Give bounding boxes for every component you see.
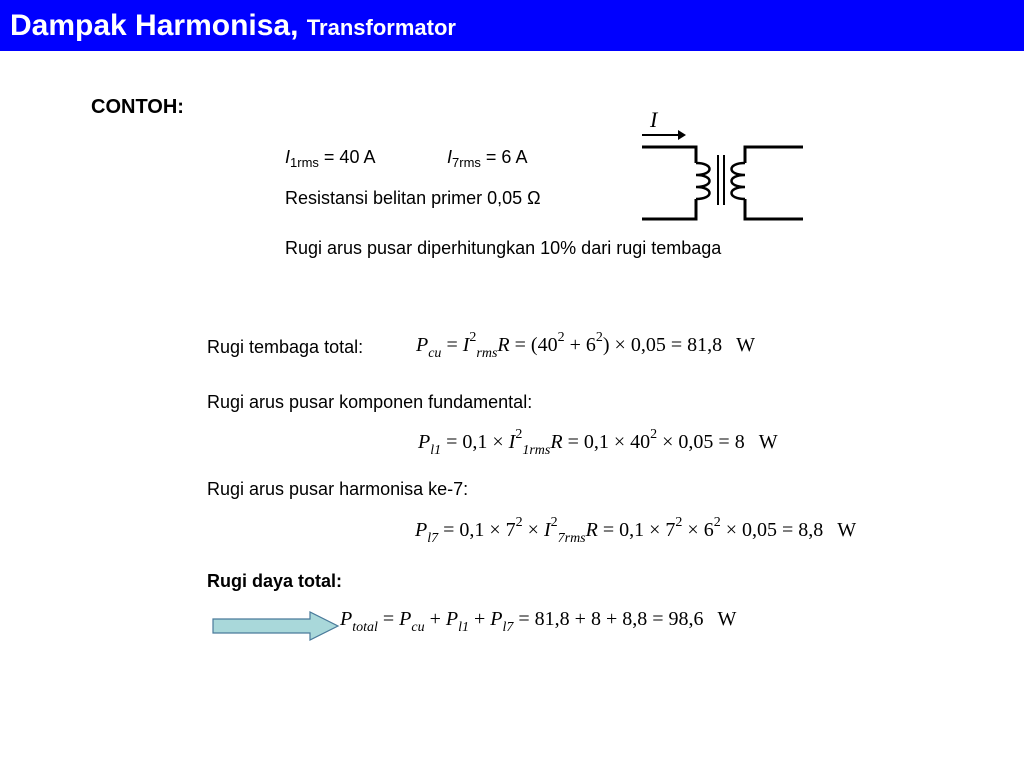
- eq-r: R: [585, 519, 598, 541]
- eq-i: I: [462, 334, 470, 356]
- transformer-diagram: [630, 105, 810, 230]
- eq-ptotal-sub: total: [352, 620, 378, 635]
- eq-t3: P: [490, 608, 503, 630]
- eq-unit: W: [717, 608, 737, 630]
- eq-h2-sup: 2: [675, 515, 683, 530]
- eq-sq1: 2: [557, 330, 565, 345]
- eq-mid: 0,1: [619, 519, 645, 541]
- eddy-h7-equation: $P_{l7} = 0,1 \times 7^2 \times I^2_{7rms}R = 0,1 \times 7^2 \times 6^2 \times 0,05 = 8,8$ W: [415, 515, 857, 546]
- eq-pcu-sub: cu: [428, 346, 442, 361]
- eq-unit: W: [758, 431, 778, 453]
- eq-result: 81,8 + 8 + 8,8 = 98,6: [534, 608, 704, 630]
- primary-top-lead: [642, 147, 696, 163]
- given-i7: [447, 147, 527, 170]
- total-label: Rugi daya total:: [207, 571, 343, 591]
- eddy-fund-label: Rugi arus pusar komponen fundamental:: [207, 392, 533, 412]
- eq-h-sup: 2: [515, 515, 523, 530]
- total-equation: $P_{total} = P_{cu} + P_{l1} + P_{l7} = 81,8 + 8 + 8,8 = 98,6$ W: [340, 608, 737, 635]
- eq-cur-sup: 2: [713, 515, 721, 530]
- total-arrow-shape: [213, 612, 338, 640]
- title-main: Dampak Harmonisa,: [10, 9, 299, 42]
- eq-i-sup: 2: [550, 515, 558, 530]
- copper-loss-label: Rugi tembaga total:: [207, 337, 364, 357]
- eq-pl7: P: [415, 519, 428, 541]
- eq-val: 40: [630, 431, 651, 453]
- current-arrow-head: [678, 130, 686, 140]
- eq-pl1-sub: l1: [430, 443, 442, 458]
- eq-mid: 0,1: [583, 431, 609, 453]
- eq-unit: W: [736, 334, 755, 356]
- title-subtitle: Transformator: [306, 15, 456, 40]
- eq-i-sup: 2: [469, 330, 477, 345]
- eq-unit: W: [837, 519, 857, 541]
- eq-t2: P: [445, 608, 459, 630]
- given-resistance: Resistansi belitan primer 0,05 Ω: [285, 188, 541, 208]
- total-arrow-icon: [212, 610, 342, 642]
- eq-result: 0,05 = 81,8: [630, 334, 723, 356]
- eq-sq2: 2: [595, 330, 603, 345]
- eq-pl1: P: [418, 431, 431, 453]
- eq-pl7-sub: l7: [427, 531, 439, 546]
- eq-r: R: [497, 334, 510, 356]
- secondary-bottom-lead: [745, 199, 803, 219]
- copper-loss-equation: $P_{cu} = I^2_{rms}R = (40^2 + 6^2) \times 0,05 = 81,8$ W: [416, 330, 755, 361]
- page-title: [10, 9, 456, 43]
- eq-i: I: [508, 431, 516, 453]
- i7-value: = 6 A: [485, 147, 528, 167]
- eq-i-sub: 7rms: [557, 531, 586, 546]
- title-bar: [0, 0, 1024, 51]
- eq-i-sub: rms: [476, 346, 498, 361]
- eq-i-sup: 2: [515, 427, 523, 442]
- eq-h: 7: [505, 519, 516, 541]
- eq-coef: 0,1: [459, 519, 485, 541]
- eq-pcu: P: [416, 334, 429, 356]
- i1-sub: 1rms: [290, 155, 319, 170]
- current-label: I: [650, 107, 658, 132]
- given-eddy-note: Rugi arus pusar diperhitungkan 10% dari rugi tembaga: [285, 238, 722, 258]
- eq-six: 6: [585, 334, 596, 356]
- eq-h2: 7: [665, 519, 676, 541]
- i7-symbol: I: [447, 147, 453, 167]
- eq-t3-sub: l7: [502, 620, 514, 635]
- primary-coil: [696, 163, 710, 199]
- eq-i-sub: 1rms: [522, 443, 551, 458]
- eq-t1: P: [399, 608, 412, 630]
- eq-coef: 0,1: [462, 431, 488, 453]
- eq-t1-sub: cu: [411, 620, 425, 635]
- eq-ptotal: P: [340, 608, 353, 630]
- contoh-label: CONTOH:: [91, 96, 184, 118]
- eq-open: (40: [530, 334, 558, 356]
- eq-close: ): [602, 334, 610, 356]
- i1-symbol: I: [285, 147, 291, 167]
- eq-result: 0,05 = 8: [678, 431, 745, 453]
- eq-i: I: [543, 519, 551, 541]
- eq-result: 0,05 = 8,8: [741, 519, 824, 541]
- primary-bottom-lead: [642, 199, 696, 219]
- secondary-coil: [732, 163, 746, 199]
- eq-val-sup: 2: [650, 427, 658, 442]
- i7-sub: 7rms: [452, 155, 481, 170]
- eddy-fund-equation: $P_{l1} = 0,1 \times I^2_{1rms}R = 0,1 \times 40^2 \times 0,05 = 8$ W: [418, 427, 778, 458]
- eddy-h7-label: Rugi arus pusar harmonisa ke-7:: [207, 479, 469, 499]
- eq-cur: 6: [703, 519, 714, 541]
- i1-value: = 40 A: [323, 147, 376, 167]
- secondary-top-lead: [745, 147, 803, 163]
- given-i1: [285, 147, 375, 170]
- eq-t2-sub: l1: [458, 620, 469, 635]
- eq-r: R: [550, 431, 563, 453]
